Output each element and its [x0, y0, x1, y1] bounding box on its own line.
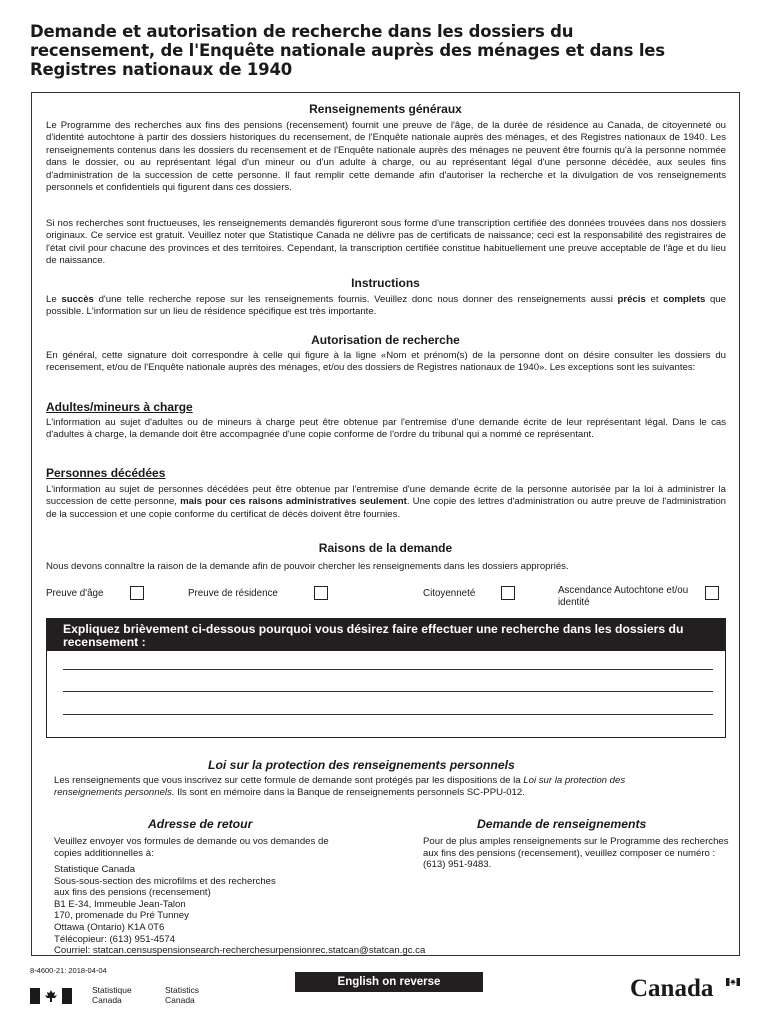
general-paragraph-2: Si nos recherches sont fructueuses, les renseignements demandés figureront sous forme d'une transcription certifiée des données trouvées dans nos dossiers originaux. Ce service est gratuit. Veuillez noter que Statistique Canada ne délivre pas de certificats de naissance; ceci est la responsabilité des registraires de l'état civil pour chacune des provinces et des territoires. Cependant, la transcription certifiée constitue habituellement une preuve acceptable de l'âge et du lieu de naissance. [46, 218, 726, 267]
adults-text: L'information au sujet d'adultes ou de mineurs à charge peut être obtenue par l'entremise d'une demande écrite de leur représentant légal. Dans le cas d'adultes à charge, la demande doit être accompagnée d'une copie conforme de l'ordre du tribunal qui a nommé ce représentant. [46, 417, 726, 441]
reason-age-checkbox[interactable] [130, 586, 144, 600]
canada-flag-icon [30, 988, 72, 1004]
privacy-text: Les renseignements que vous inscrivez sur cette formule de demande sont protégés par les dispositions de la Loi sur la protection des renseignements personnels. Ils sont en mémoire dans la Banque de renseignements personnels SC-PPU-012. [54, 775, 626, 798]
authorization-text: En général, cette signature doit correspondre à celle qui figure à la ligne «Nom et prénom(s) de la personne dont on désire consulter les dossiers du recensement, et/ou de l'Enquête nationale auprès des ménages, et/ou des dossiers de Registres nationaux de 1940». Les exceptions sont les suivantes: [46, 350, 726, 374]
return-address-block [54, 864, 614, 957]
info-request-text: Pour de plus amples renseignements sur le Programme des recherches aux fins des pensions (recensement), veuillez composer ce numéro : (613) 951-9483. [423, 836, 729, 871]
general-heading: Renseignements généraux [309, 102, 462, 116]
reasons-heading: Raisons de la demande [318, 541, 453, 555]
privacy-heading: Loi sur la protection des renseignements personnels [208, 758, 515, 772]
instructions-heading: Instructions [351, 276, 420, 290]
adults-heading: Adultes/mineurs à charge [46, 400, 193, 414]
address-line: Statistique Canada [54, 864, 136, 875]
address-line: Ottawa (Ontario) K1A 0T6 [54, 921, 165, 933]
deceased-heading: Personnes décédées [46, 466, 166, 480]
explain-line-3[interactable] [63, 714, 713, 715]
reason-indigenous-label: Ascendance Autochtone et/ou identité [558, 585, 689, 608]
general-paragraph-1: Le Programme des recherches aux fins des pensions (recensement) fournit une preuve de l'âge, de la durée de résidence au Canada, de citoyenneté ou d'identité autochtone à partir des dossiers historiques du recensement, de l'Enquête nationale auprès des ménages, et des Registres nationaux de 1940. Les renseignements contenus dans les dossiers du recensement et de l'Enquête nationale auprès des ménages ne peuvent être fournis qu'à la personne nommée dans le dossier, ou au représentant légal d'un mineur ou d'un adulte à charge, ou au représentant légal d'une personne décédée, aux seules fins d'administration de la succession de cette personne. Il faut remplir cette demande afin d'autoriser la recherche et la divulgation de vos renseignements personnels et confidentiels qui figurent dans ces dossiers. [46, 120, 726, 194]
deceased-text: L'information au sujet de personnes décédées peut être obtenue par l'entremise d'une demande écrite de la personne autorisée par la loi à administrer la succession de cette personne, mais pour ces raisons administratives seulement. Une copie des lettres d'administration ou autre preuve de l'administration de la succession et une copie conforme du certificat de décès doivent être fournies. [46, 484, 726, 520]
authorization-heading: Autorisation de recherche [311, 333, 460, 347]
reason-age-label: Preuve d'âge [46, 588, 104, 599]
address-line: Télécopieur: (613) 951-4574 [54, 933, 176, 945]
form-frame [31, 92, 740, 956]
explain-line-1[interactable] [63, 669, 713, 670]
address-line: aux fins des pensions (recensement) [54, 887, 211, 899]
statistics-canada-label: Statistics Canada [165, 985, 200, 1005]
email-line: Courriel: statcan.censuspensionsearch-recherchesurpensionrec.statcan@statcan.gc.ca [54, 945, 426, 957]
reason-indigenous-checkbox[interactable] [705, 586, 719, 600]
english-on-reverse-label: English on reverse [295, 972, 483, 992]
address-line: 170, promenade du Pré Tunney [54, 910, 189, 922]
return-address-intro: Veuillez envoyer vos formules de demande ou vos demandes de copies additionnelles à: [54, 836, 329, 859]
form-code: 8-4600-21: 2018-04-04 [30, 966, 107, 975]
explain-heading: Expliquez brièvement ci-dessous pourquoi vous désirez faire effectuer une recherche dans les dossiers du recensement : [47, 619, 725, 651]
reason-citizenship-label: Citoyenneté [423, 588, 476, 599]
reason-residence-label: Preuve de résidence [188, 588, 278, 599]
form-title: Demande et autorisation de recherche dans les dossiers du recensement, de l'Enquête nationale auprès des ménages et dans les Registres nationaux de 1940 [30, 22, 665, 79]
canada-wordmark: Canada [630, 975, 714, 1002]
return-address-heading: Adresse de retour [148, 817, 253, 831]
reason-residence-checkbox[interactable] [314, 586, 328, 600]
statistique-canada-label: Statistique Canada [92, 985, 132, 1005]
address-line: Sous-sous-section des microfilms et des recherches [54, 875, 276, 887]
reasons-text: Nous devons connaître la raison de la demande afin de pouvoir chercher les renseignements dans les dossiers appropriés. [46, 561, 569, 572]
address-line: B1 E-34, Immeuble Jean-Talon [54, 898, 186, 910]
instructions-text: Le succès d'une telle recherche repose sur les renseignements fournis. Veuillez donc nous donner des renseignements aussi précis et complets que possible. L'information sur un lieu de résidence spécifique est très importante. [46, 294, 726, 318]
wordmark-flag-icon [726, 978, 740, 986]
reason-citizenship-checkbox[interactable] [501, 586, 515, 600]
explain-box [46, 618, 726, 738]
explain-line-2[interactable] [63, 691, 713, 692]
info-request-heading: Demande de renseignements [477, 817, 647, 831]
